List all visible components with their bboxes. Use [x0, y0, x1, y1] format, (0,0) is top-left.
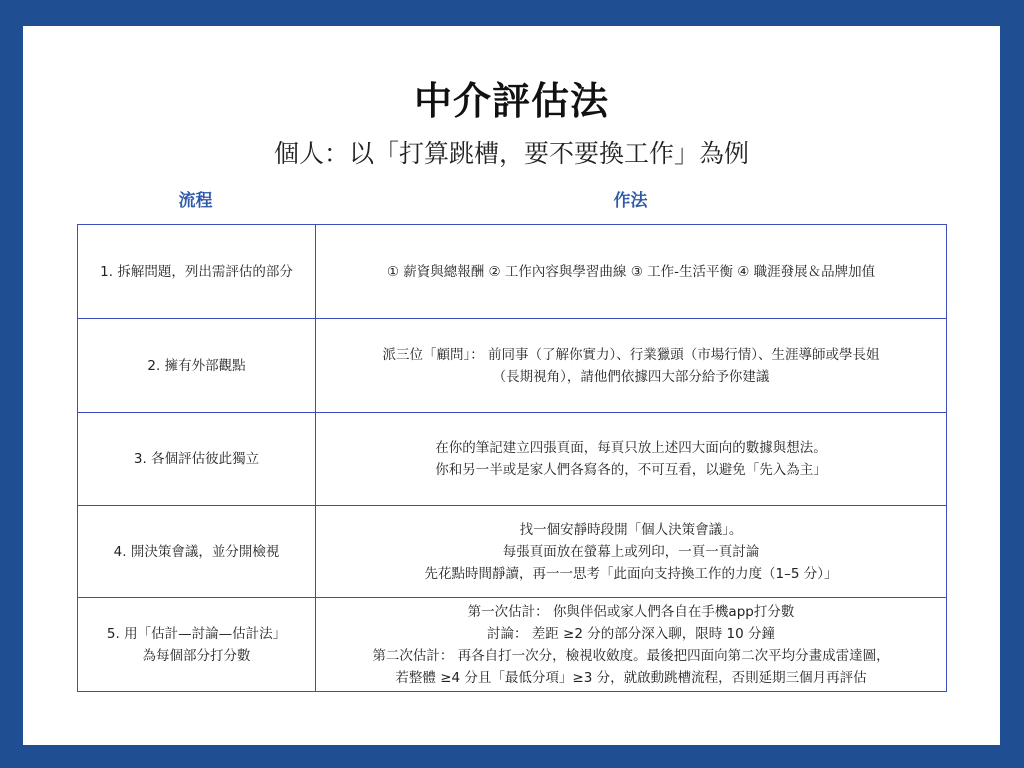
step-cell — [78, 225, 316, 319]
method-text: 在你的筆記建立四張頁面，每頁只放上述四大面向的數據與想法。 — [435, 440, 827, 456]
method-text: 找一個安靜時段開「個人決策會議」。 — [519, 521, 743, 538]
step-cell — [78, 598, 316, 692]
method-cell — [316, 598, 947, 692]
table-row — [78, 413, 947, 506]
slide — [23, 26, 1000, 745]
column-header-method: 作法 — [613, 191, 648, 211]
step-cell — [78, 319, 316, 413]
step-cell — [78, 506, 316, 598]
method-cell — [316, 413, 947, 506]
method-text: 每張頁面放在螢幕上或列印，一頁一頁討論 — [502, 543, 760, 560]
method-text: 討論： 差距 ≥2 分的部分深入聊，限時 10 分鐘 — [486, 625, 776, 642]
step-text: 為每個部分打分數 — [142, 647, 251, 664]
step-text: 3. 各個評估彼此獨立 — [133, 451, 260, 467]
method-text: 先花點時間靜讀，再一一思考「此面向支持換工作的力度（1–5 分）」 — [424, 565, 838, 582]
method-cell — [316, 225, 947, 319]
process-table — [77, 224, 947, 692]
method-text: ① 薪資與總報酬 ② 工作內容與學習曲線 ③ 工作-生活平衡 ④ 職涯發展＆品牌加值 — [386, 263, 876, 280]
step-cell — [78, 413, 316, 506]
method-text: 你和另一半或是家人們各寫各的，不可互看，以避免「先入為主」 — [435, 462, 827, 478]
table-row — [78, 225, 947, 319]
table-row — [78, 506, 947, 598]
step-text: 2. 擁有外部觀點 — [147, 357, 246, 374]
method-text: （長期視角），請他們依據四大部分給予你建議 — [492, 368, 770, 385]
method-text: 若整體 ≥4 分且「最低分項」≥3 分，就啟動跳槽流程，否則延期三個月再評估 — [395, 669, 867, 686]
table-row — [78, 598, 947, 692]
step-text: 4. 開決策會議，並分開檢視 — [113, 543, 280, 560]
step-text: 5. 用「估計—討論—估計法」 — [106, 625, 287, 642]
table-row — [78, 319, 947, 413]
method-cell — [316, 319, 947, 413]
method-text: 第一次估計： 你與伴侶或家人們各自在手機app打分數 — [467, 603, 795, 620]
column-header-process: 流程 — [178, 191, 213, 211]
method-text: 派三位「顧問」： 前同事（了解你實力）、行業獵頭（市場行情）、生涯導師或學長姐 — [382, 346, 880, 363]
step-text: 1. 拆解問題，列出需評估的部分 — [100, 263, 293, 280]
method-text: 第二次估計： 再各自打一次分，檢視收斂度。最後把四面向第二次平均分畫成雷達圖， — [372, 647, 890, 664]
page-title: 中介評估法 — [413, 79, 609, 123]
method-cell — [316, 506, 947, 598]
page-subtitle: 個人：以「打算跳槽，要不要換工作」為例 — [273, 139, 749, 168]
